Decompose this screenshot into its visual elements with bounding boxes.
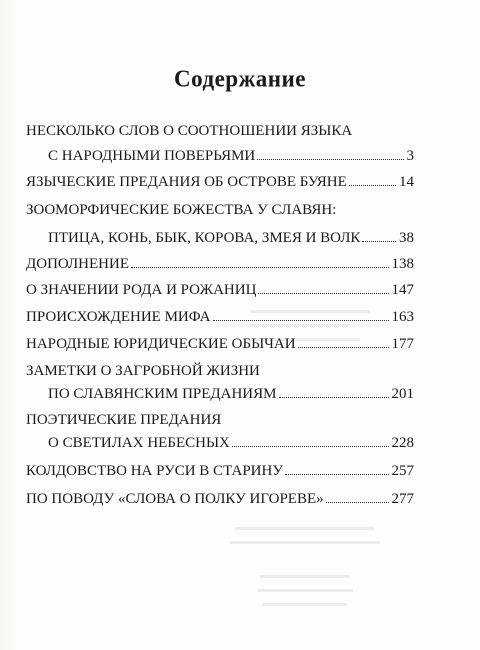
toc-page-number: 3: [406, 148, 414, 164]
toc-entry-title: ЯЗЫЧЕСКИЕ ПРЕДАНИЯ ОБ ОСТРОВЕ БУЯНЕ: [26, 174, 347, 190]
show-through-mark: [230, 541, 380, 544]
toc-page-number: 138: [391, 256, 414, 272]
toc-page-number: 228: [391, 435, 414, 451]
dot-leader: [298, 335, 389, 348]
toc-entry-title: ПО СЛАВЯНСКИМ ПРЕДАНИЯМ: [48, 386, 277, 402]
toc-entry-title: ДОПОЛНЕНИЕ: [26, 256, 129, 272]
toc-entry-line[interactable]: [26, 281, 414, 299]
toc-entry-title: НАРОДНЫЕ ЮРИДИЧЕСКИЕ ОБЫЧАИ: [26, 336, 296, 352]
toc-entry-line[interactable]: [26, 490, 414, 508]
toc-page-number: 38: [399, 230, 414, 246]
toc-entry-title: КОЛДОВСТВО НА РУСИ В СТАРИНУ: [26, 463, 283, 479]
toc-entry-title[interactable]: ПОЭТИЧЕСКИЕ ПРЕДАНИЯ: [26, 412, 222, 428]
dot-leader: [349, 173, 396, 186]
toc-page-number: 147: [391, 282, 414, 298]
dot-leader: [257, 147, 403, 160]
show-through-mark: [235, 527, 375, 530]
dot-leader: [285, 462, 389, 475]
toc-entry-title: О ЗНАЧЕНИИ РОДА И РОЖАНИЦ: [26, 282, 257, 298]
dot-leader: [258, 281, 388, 294]
toc-entry-title: ПТИЦА, КОНЬ, БЫК, КОРОВА, ЗМЕЯ И ВОЛК: [48, 230, 361, 246]
toc-entry-title: ПО ПОВОДУ «СЛОВА О ПОЛКУ ИГОРЕВЕ»: [26, 491, 324, 507]
toc-entry-title[interactable]: ЗАМЕТКИ О ЗАГРОБНОЙ ЖИЗНИ: [26, 363, 260, 379]
toc-entry-title[interactable]: ЗООМОРФИЧЕСКИЕ БОЖЕСТВА У СЛАВЯН:: [26, 202, 337, 218]
toc-page-number: 201: [391, 386, 414, 402]
toc-entry-line[interactable]: [48, 147, 414, 165]
toc-entry-line[interactable]: [48, 385, 414, 403]
toc-page-number: 177: [391, 336, 414, 352]
dot-leader: [131, 255, 389, 268]
toc-entry-line[interactable]: [26, 308, 414, 326]
page-title: Содержание: [174, 65, 306, 92]
toc-entry-line[interactable]: [26, 335, 414, 353]
toc-entry-line[interactable]: [48, 434, 414, 452]
toc-page-number: 277: [391, 491, 414, 507]
dot-leader: [232, 434, 389, 447]
toc-page-number: 163: [391, 309, 414, 325]
show-through-mark: [262, 603, 347, 606]
dot-leader: [213, 308, 389, 321]
toc-entry-line[interactable]: [26, 255, 414, 273]
dot-leader: [326, 490, 389, 503]
toc-entry-title[interactable]: НЕСКОЛЬКО СЛОВ О СООТНОШЕНИИ ЯЗЫКА: [26, 123, 353, 139]
toc-entry-line[interactable]: [26, 173, 414, 191]
toc-entry-title: О СВЕТИЛАХ НЕБЕСНЫХ: [48, 435, 230, 451]
show-through-mark: [258, 589, 353, 592]
toc-entry-line[interactable]: [48, 229, 414, 247]
dot-leader: [362, 229, 396, 242]
toc-entry-line[interactable]: [26, 462, 414, 480]
dot-leader: [279, 385, 389, 398]
toc-entry-title: С НАРОДНЫМИ ПОВЕРЬЯМИ: [48, 148, 256, 164]
toc-entry-title: ПРОИСХОЖДЕНИЕ МИФА: [26, 309, 211, 325]
toc-page-number: 257: [391, 463, 414, 479]
toc-page-number: 14: [399, 174, 414, 190]
show-through-mark: [260, 575, 350, 578]
